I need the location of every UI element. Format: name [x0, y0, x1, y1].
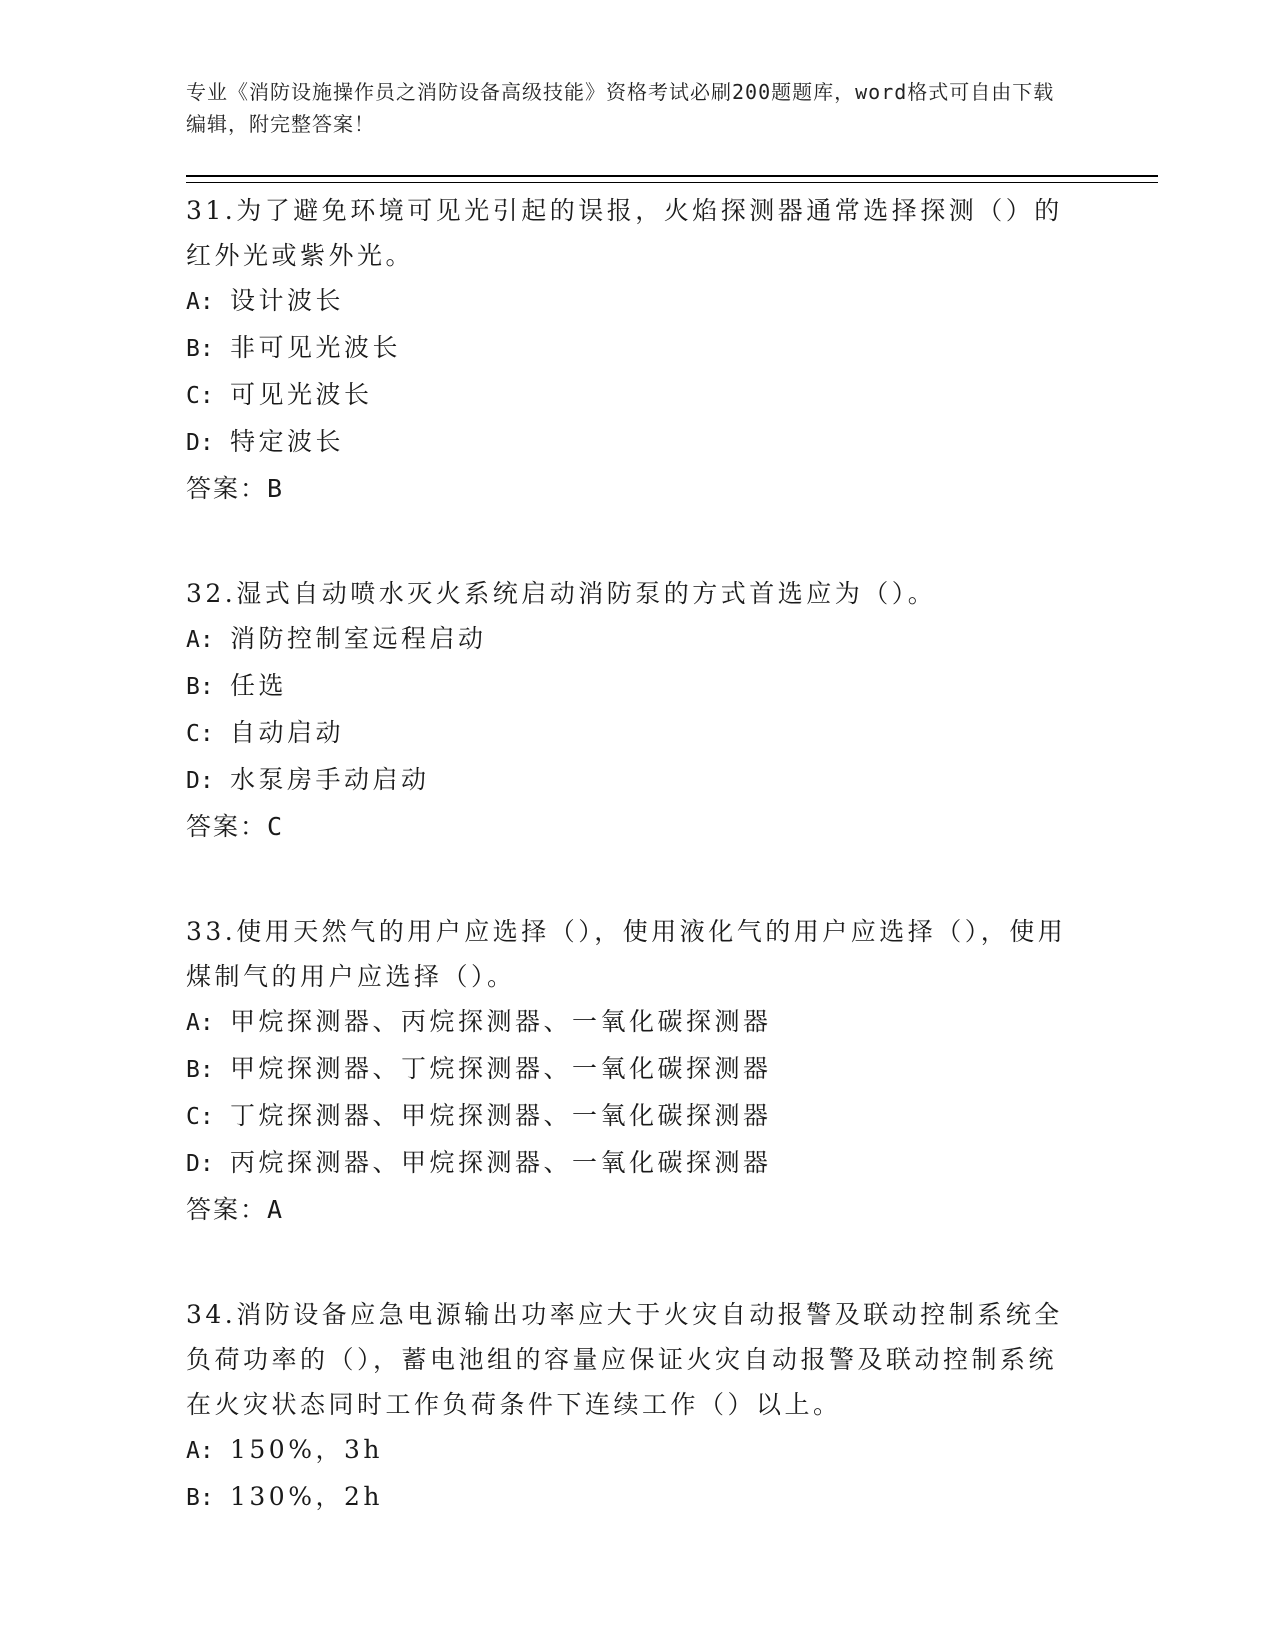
answer-label: 答案： [186, 812, 268, 841]
option-text: 150%，3h [230, 1435, 383, 1464]
question-spacer [186, 869, 1076, 909]
option-text: 甲烷探测器、丙烷探测器、一氧化碳探测器 [230, 1007, 772, 1036]
question-32 [186, 571, 1076, 849]
option-letter: C: [186, 383, 214, 409]
option-b [186, 325, 1076, 372]
option-letter: D: [186, 1151, 214, 1177]
option-letter: B: [186, 1485, 214, 1511]
option-letter: D: [186, 768, 214, 794]
question-text: 31.为了避免环境可见光引起的误报，火焰探测器通常选择探测（）的红外光或紫外光。 [186, 196, 1063, 270]
option-d [186, 1140, 1076, 1187]
option-text: 非可见光波长 [230, 333, 402, 362]
question-33 [186, 909, 1076, 1232]
answer-line [186, 1187, 1076, 1232]
option-b [186, 1474, 1076, 1521]
header-divider-thick [186, 175, 1158, 177]
option-letter: B: [186, 674, 214, 700]
option-text: 消防控制室远程启动 [230, 624, 487, 653]
option-c [186, 1093, 1076, 1140]
document-header: 专业《消防设施操作员之消防设备高级技能》资格考试必刷200题题库，word格式可自由下载编辑，附完整答案！ [186, 80, 1055, 136]
option-text: 特定波长 [230, 427, 345, 456]
option-d [186, 757, 1076, 804]
option-b [186, 1046, 1076, 1093]
option-a [186, 999, 1076, 1046]
option-letter: C: [186, 721, 214, 747]
option-letter: B: [186, 1057, 214, 1083]
option-b [186, 663, 1076, 710]
question-text: 33.使用天然气的用户应选择（），使用液化气的用户应选择（），使用煤制气的用户应选择（）。 [186, 917, 1067, 991]
option-letter: C: [186, 1104, 214, 1130]
option-text: 丙烷探测器、甲烷探测器、一氧化碳探测器 [230, 1148, 772, 1177]
option-text: 可见光波长 [230, 380, 373, 409]
answer-value: B [267, 474, 285, 503]
option-d [186, 419, 1076, 466]
option-letter: A: [186, 1010, 214, 1036]
option-text: 任选 [230, 671, 288, 700]
answer-value: C [267, 812, 285, 841]
question-spacer [186, 1252, 1076, 1292]
header-divider-thin [186, 182, 1158, 183]
option-text: 自动启动 [230, 718, 345, 747]
question-text: 34.消防设备应急电源输出功率应大于火灾自动报警及联动控制系统全负荷功率的（），蓄电池组的容量应保证火灾自动报警及联动控制系统在火灾状态同时工作负荷条件下连续工作（）以上。 [186, 1300, 1063, 1419]
option-c [186, 710, 1076, 757]
option-c [186, 372, 1076, 419]
option-a [186, 616, 1076, 663]
option-text: 水泵房手动启动 [230, 765, 430, 794]
option-letter: B: [186, 336, 214, 362]
option-text: 130%，2h [230, 1482, 383, 1511]
question-spacer [186, 531, 1076, 571]
option-letter: D: [186, 430, 214, 456]
option-a [186, 1427, 1076, 1474]
answer-label: 答案： [186, 1195, 268, 1224]
question-text: 32.湿式自动喷水灭火系统启动消防泵的方式首选应为（）。 [186, 579, 937, 608]
question-34 [186, 1292, 1076, 1521]
option-a [186, 278, 1076, 325]
option-letter: A: [186, 1438, 214, 1464]
question-list [186, 188, 1076, 1541]
answer-line [186, 804, 1076, 849]
option-letter: A: [186, 289, 214, 315]
answer-value: A [267, 1195, 285, 1224]
option-text: 甲烷探测器、丁烷探测器、一氧化碳探测器 [230, 1054, 772, 1083]
question-31 [186, 188, 1076, 511]
answer-line [186, 466, 1076, 511]
option-text: 丁烷探测器、甲烷探测器、一氧化碳探测器 [230, 1101, 772, 1130]
option-letter: A: [186, 627, 214, 653]
option-text: 设计波长 [230, 286, 345, 315]
answer-label: 答案： [186, 474, 268, 503]
